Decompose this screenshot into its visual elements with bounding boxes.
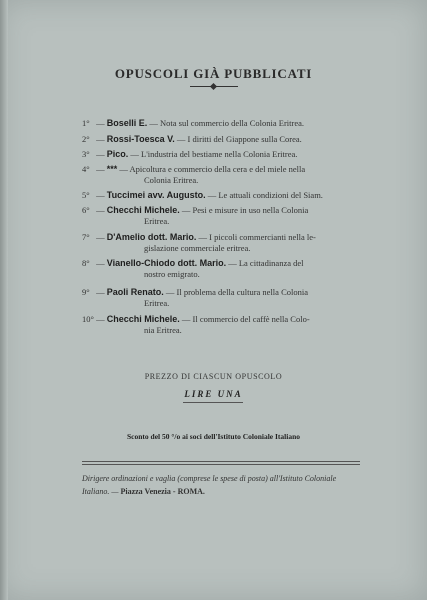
page-title: OPUSCOLI GIÀ PUBBLICATI [114,66,313,81]
item-title: La cittadinanza del [238,258,304,268]
item-title: L'industria del bestiame nella Colonia Eritrea. [141,149,298,159]
list-item: 2° — Rossi-Toesca V. — I diritti del Giappone sulla Corea. [82,134,302,144]
list-item: 3° — Pico. — L'industria del bestiame nella Colonia Eritrea. [82,149,298,159]
price-label: PREZZO DI CIASCUN OPUSCOLO [144,372,283,381]
item-number: 1° [82,118,90,128]
list-item: 8° — Vianello-Chiodo dott. Mario. — La cittadinanza del nostro emigrato. [82,258,372,280]
item-title: Pesi e misure in uso nella Colonia [192,205,309,215]
list-item: 10° — Checchi Michele. — Il commercio del caffè nella Colo- nia Eritrea. [82,314,372,336]
item-title: I diritti del Giappone sulla Corea. [187,134,302,144]
item-author: Pico. [106,149,129,159]
item-title: Apicoltura e commercio della cera e del miele nella [129,164,306,174]
item-author: Vianello-Chiodo dott. Mario. [106,258,227,268]
item-number: 3° [82,149,90,159]
list-item: 4° — *** — Apicoltura e commercio della cera e del miele nella Colonia Eritrea. [82,164,372,186]
item-title: Il commercio del caffè nella Colo- [192,314,310,324]
item-author: Checchi Michele. [106,205,180,215]
item-title: Le attuali condizioni del Siam. [218,190,323,200]
item-title-continued: Eritrea. [144,216,170,226]
order-text: Dirigere ordinazioni e vaglia (comprese le spese di posta) all'Istituto Coloniale Italiano. [82,474,337,496]
item-title: I piccoli commercianti nella le- [209,232,316,242]
item-title-continued: Eritrea. [144,298,170,308]
list-item: 1° — Boselli E. — Nota sul commercio della Colonia Eritrea. [82,118,304,128]
item-number: 8° [82,258,90,268]
item-title-continued: nostro emigrato. [144,269,200,279]
item-number: 5° [82,190,90,200]
order-instructions: Dirigere ordinazioni e vaglia (comprese le spese di posta) all'Istituto Coloniale Italiano. — Piazza Venezia - ROMA. [82,474,337,496]
price-rule [183,402,243,403]
order-address: Piazza Venezia - ROMA. [120,487,205,496]
item-title-continued: Colonia Eritrea. [144,175,199,185]
price-value: LIRE UNA [184,389,243,399]
double-rule-divider [82,461,360,465]
item-author: Tuccimei avv. Augusto. [106,190,206,200]
item-author: Paoli Renato. [106,287,164,297]
item-number: 2° [82,134,90,144]
item-number: 4° [82,164,90,174]
item-title: Il problema della cultura nella Colonia [176,287,308,297]
item-title-continued: nia Eritrea. [144,325,182,335]
item-number: 10° [82,314,94,324]
item-title-continued: gislazione commerciale eritrea. [144,243,251,253]
item-author: *** [106,164,118,174]
item-number: 9° [82,287,90,297]
discount-note: Sconto del 50 °/o ai soci dell'Istituto Coloniale Italiano [126,432,300,441]
item-author: Boselli E. [106,118,148,128]
list-item: 6° — Checchi Michele. — Pesi e misure in uso nella Colonia Eritrea. [82,205,372,227]
item-author: D'Amelio dott. Mario. [106,232,197,242]
item-number: 7° [82,232,90,242]
item-title: Nota sul commercio della Colonia Eritrea. [160,118,304,128]
item-author: Checchi Michele. [106,314,180,324]
item-number: 6° [82,205,90,215]
list-item: 9° — Paoli Renato. — Il problema della cultura nella Colonia Eritrea. [82,287,372,309]
list-item: 5° — Tuccimei avv. Augusto. — Le attuali condizioni del Siam. [82,190,323,200]
item-author: Rossi-Toesca V. [106,134,175,144]
list-item: 7° — D'Amelio dott. Mario. — I piccoli commercianti nella le- gislazione commerciale eritrea. [82,232,372,254]
